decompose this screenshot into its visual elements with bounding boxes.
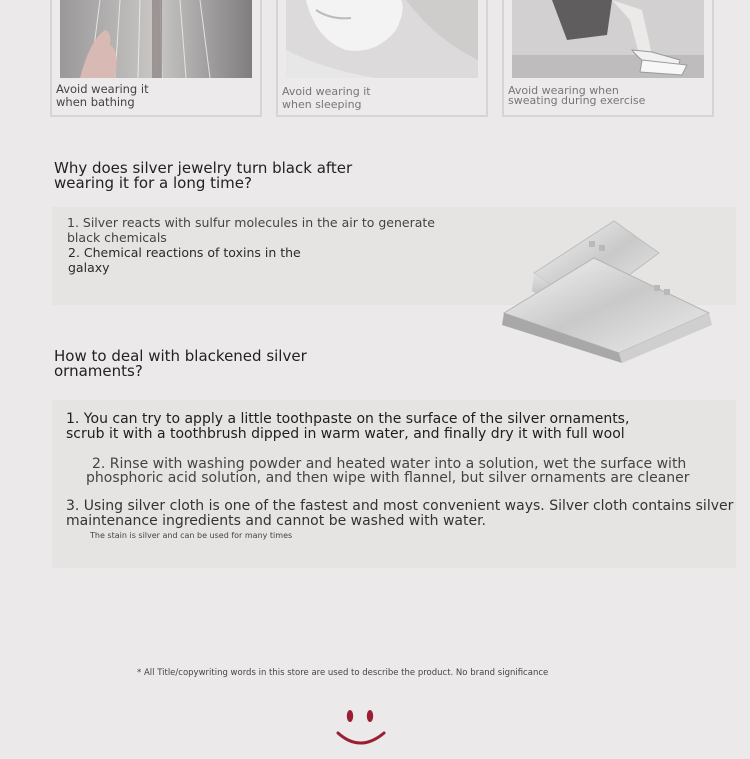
cleaning-box [52, 400, 736, 568]
tip-card-exercise [502, 0, 714, 117]
silver-bars-image [494, 213, 724, 363]
shower-photo [60, 0, 252, 78]
exercise-photo [512, 0, 704, 78]
cleaning-method-3: 3. Using silver cloth is one of the fastest and most convenient ways. Silver cloth contains silver maintenance ingredients and cannot be washed with water. [66, 498, 734, 529]
tip-card-sleeping [276, 0, 488, 117]
section-heading-why-black: Why does silver jewelry turn black after wearing it for a long time? [54, 159, 353, 192]
card-caption: Avoid wearing it when sleeping [282, 85, 371, 111]
smiley-face-icon [334, 705, 390, 749]
card-caption: Avoid wearing when sweating during exercise [508, 84, 646, 107]
disclaimer-footnote: * All Title/copywriting words in this store are used to describe the product. No brand significance [137, 668, 549, 678]
cleaning-note: The stain is silver and can be used for many times [90, 531, 293, 540]
card-caption: Avoid wearing it when bathing [56, 82, 149, 109]
cleaning-method-1: 1. You can try to apply a little toothpaste on the surface of the silver ornaments, scrub it with a toothbrush dipped in warm water, and finally dry it with full wool [66, 411, 630, 442]
sleeping-photo [286, 0, 478, 78]
cause-point-2: 2. Chemical reactions of toxins in the galaxy [68, 245, 301, 275]
tip-card-bathing [50, 0, 262, 117]
cleaning-method-2: 2. Rinse with washing powder and heated water into a solution, wet the surface with phosphoric acid solution, and then wipe with flannel, but silver ornaments are cleaner [86, 456, 690, 486]
cause-point-1: 1. Silver reacts with sulfur molecules in the air to generate black chemicals [67, 215, 435, 245]
section-heading-how-to-clean: How to deal with blackened silver ornaments? [54, 347, 307, 380]
